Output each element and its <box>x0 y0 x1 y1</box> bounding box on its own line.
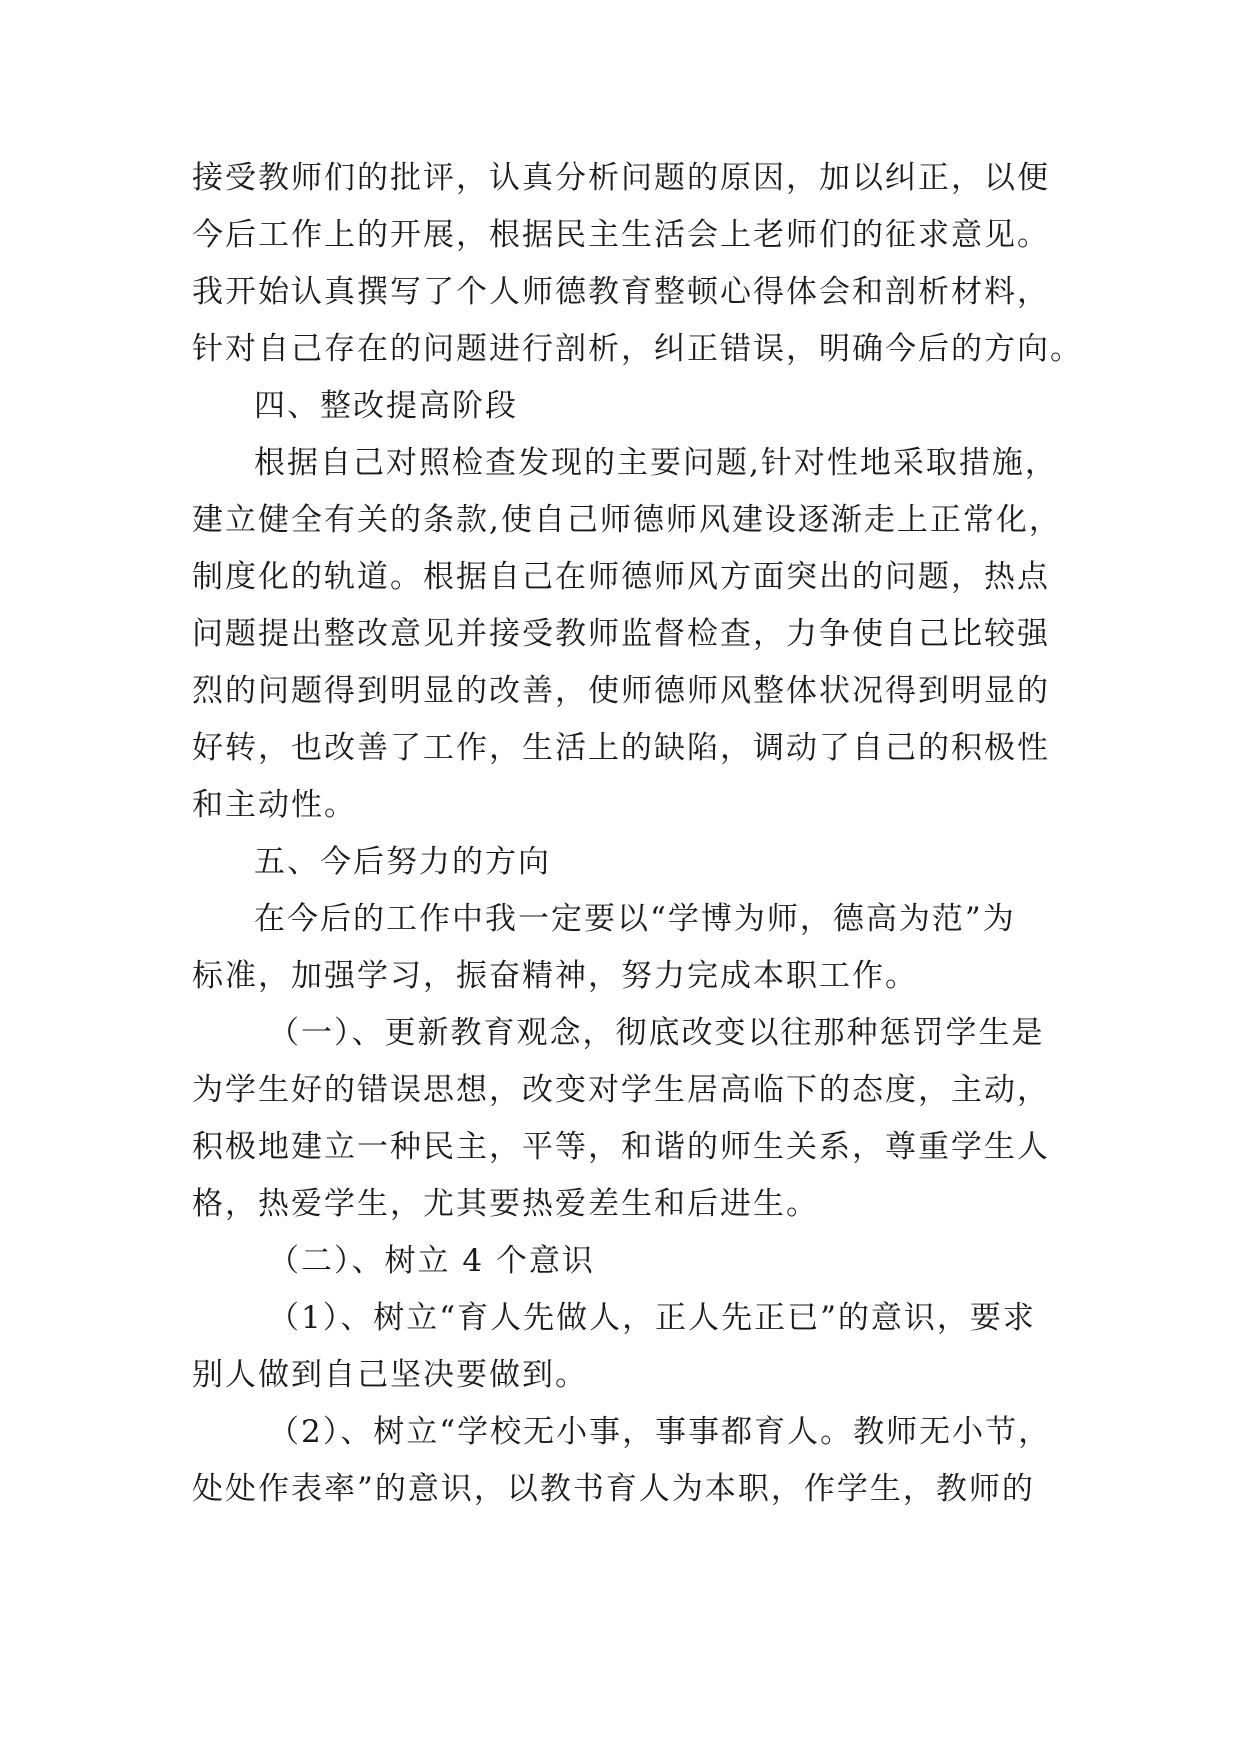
text-line: 针对自己存在的问题进行剖析，纠正错误，明确今后的方向。 <box>192 331 1083 367</box>
text-line: （一）、更新教育观念，彻底改变以往那种惩罚学生是 <box>268 1015 1045 1051</box>
text-line: 今后工作上的开展，根据民主生活会上老师们的征求意见。 <box>192 217 1050 253</box>
section-heading: 五、今后努力的方向 <box>254 844 551 880</box>
text-line: 建立健全有关的条款,使自己师德师风建设逐渐走上正常化， <box>192 502 1062 538</box>
text-line: 我开始认真撰写了个人师德教育整顿心得体会和剖析材料， <box>192 274 1050 310</box>
text-line: （2）、树立“学校无小事，事事都育人。教师无小节， <box>268 1414 1052 1450</box>
text-line: 和主动性。 <box>192 787 357 823</box>
text-line: 积极地建立一种民主，平等，和谐的师生关系，尊重学生人 <box>192 1129 1050 1165</box>
text-line: 根据自己对照检查发现的主要问题,针对性地采取措施， <box>254 445 1058 481</box>
text-line: 烈的问题得到明显的改善，使师德师风整体状况得到明显的 <box>192 673 1050 709</box>
text-line: 接受教师们的批评，认真分析问题的原因，加以纠正，以便 <box>192 160 1050 196</box>
text-line: 为学生好的错误思想，改变对学生居高临下的态度，主动， <box>192 1072 1050 1108</box>
text-line: 问题提出整改意见并接受教师监督检查，力争使自己比较强 <box>192 616 1050 652</box>
subsection-heading: （二）、树立 4 个意识 <box>268 1243 595 1279</box>
text-line: 别人做到自己坚决要做到。 <box>192 1357 588 1393</box>
text-line: （1）、树立“育人先做人，正人先正已”的意识，要求 <box>268 1300 1036 1336</box>
text-line: 在今后的工作中我一定要以“学博为师，德高为范”为 <box>254 901 1016 937</box>
text-line: 制度化的轨道。根据自己在师德师风方面突出的问题，热点 <box>192 559 1050 595</box>
text-line: 标准，加强学习，振奋精神，努力完成本职工作。 <box>192 958 918 994</box>
text-line: 格，热爱学生，尤其要热爱差生和后进生。 <box>192 1186 819 1222</box>
text-line: 好转，也改善了工作，生活上的缺陷，调动了自己的积极性 <box>192 730 1050 766</box>
section-heading: 四、整改提高阶段 <box>254 388 518 424</box>
text-line: 处处作表率”的意识，以教书育人为本职，作学生，教师的 <box>192 1471 1035 1507</box>
